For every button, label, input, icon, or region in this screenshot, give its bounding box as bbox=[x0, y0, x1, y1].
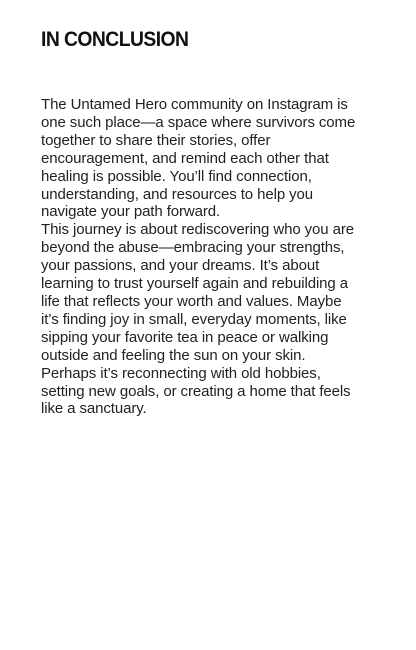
section-heading: IN CONCLUSION bbox=[41, 28, 189, 51]
paragraph-journey: This journey is about rediscovering who you are beyond the abuse—embracing your strengths, your passions, and your dreams. It’s about learning to trust yourself again and rebuilding a life that reflects your worth and values. Maybe it’s finding joy in small, everyday moments, like sipping your favorite tea in peace or walking outside and feeling the sun on your skin. Perhaps it’s reconnecting with old hobbies, setting new goals, or creating a home that feels like a sanctuary. bbox=[41, 221, 354, 418]
paragraph-community: The Untamed Hero community on Instagram is one such place—a space where survivors come together to share their stories, offer encouragement, and remind each other that healing is possible. You’ll find connection, understanding, and resources to help you navigate your path forward. bbox=[41, 96, 356, 221]
body-text bbox=[41, 96, 363, 418]
